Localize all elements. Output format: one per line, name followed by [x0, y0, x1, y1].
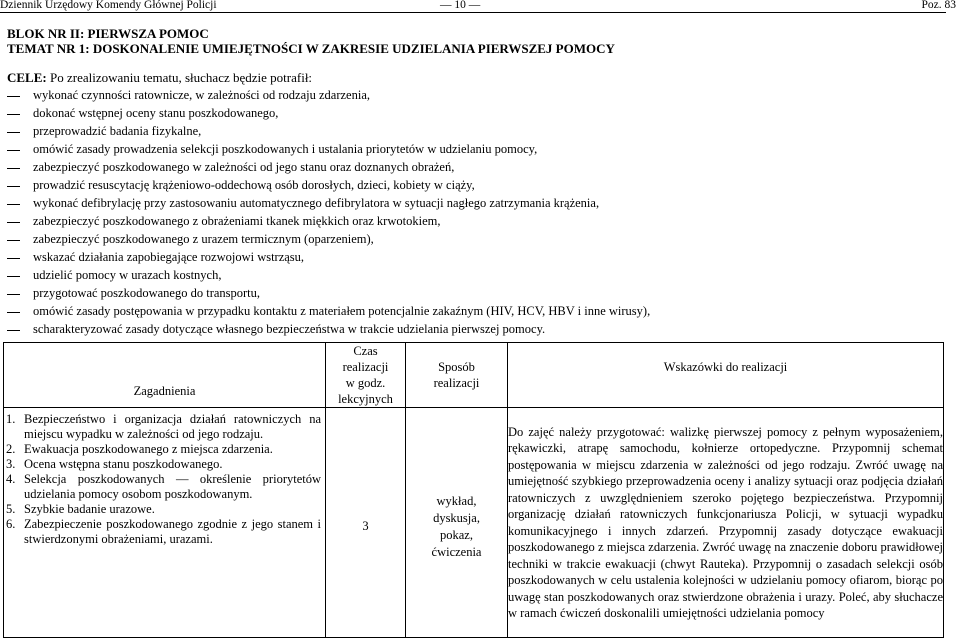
topics-cell: [4, 408, 326, 638]
goal-text: zabezpieczyć poszkodowanego z obrażeniami tkanek miękkich oraz krwotokiem,: [33, 214, 441, 228]
header-topics: Zagadnienia: [4, 343, 326, 408]
goal-text: scharakteryzować zasady dotyczące własnego bezpieczeństwa w trakcie udzielania pierwszej pomocy.: [33, 322, 546, 336]
goals-intro-text: Po zrealizowaniu tematu, słuchacz będzie potrafił:: [46, 70, 313, 85]
goals-label: CELE:: [7, 70, 47, 85]
goal-item: [0, 212, 940, 230]
goal-text: dokonać wstępnej oceny stanu poszkodowanego,: [33, 106, 279, 120]
curriculum-table: [3, 342, 944, 638]
page-number: — 10 —: [440, 0, 481, 11]
journal-name: Dziennik Urzędowy Komendy Głównej Policji: [0, 0, 217, 11]
topic-item: 1. Bezpieczeństwo i organizacja działań ratowniczych na miejscu wypadku w zależności od jego rodzaju.: [6, 412, 321, 441]
goal-item: [0, 284, 940, 302]
goal-text: udzielić pomocy w urazach kostnych,: [33, 268, 222, 282]
topic-item: 2. Ewakuacja poszkodowanego z miejsca zdarzenia.: [6, 442, 273, 456]
goal-item: [0, 140, 940, 158]
page-header: [0, 0, 960, 13]
notes-cell: Do zajęć należy przygotować: walizkę pierwszej pomocy z pełnym wyposażeniem, rękawiczki, atrapę samochodu, kołnierze ortopedyczne. Przypomnij schemat postępowania w miejscu zdarzenia w zależności od jego rodzaju. Zwróć uwagę na umiejętność szybkiego przeprowadzenia oceny i analizy sytuacji oraz podjęcia działań ratowniczych z uwzględnieniem szeroko pojętego bezpieczeństwa. Przypomnij organizację działań ratowniczych funkcjonariusza Policji, w sytuacji wypadku komunikacyjnego i innych zdarzeń. Przypomnij zasady dotyczące ewakuacji poszkodowanego z miejsca zdarzenia. Zwróć uwagę na znaczenie doboru prawidłowej techniki w trakcie ewakuacji (chwyt Rauteka). Przypomnij o zasadach selekcji osób poszkodowanych w celu ustalenia kolejności w udzielaniu pomocy ofiarom, biorąc po uwagę stan poszkodowanych oraz stwierdzone obrażenia i urazy. Poleć, aby słuchacze w ramach ćwiczeń doskonalili umiejętności udzielania pomocy: [508, 408, 944, 638]
hours-cell: 3: [326, 408, 406, 638]
method-cell: wykład, dyskusja, pokaz, ćwiczenia: [406, 408, 508, 638]
topic-title: TEMAT NR 1: DOSKONALENIE UMIEJĘTNOŚCI W ZAKRESIE UDZIELANIA PIERWSZEJ POMOCY: [7, 41, 615, 56]
goals-list: [0, 86, 940, 338]
goal-item: [0, 194, 940, 212]
goal-item: [0, 302, 940, 320]
header-rule: [0, 12, 946, 13]
goal-text: przeprowadzić badania fizykalne,: [33, 124, 202, 138]
header-method: Sposób realizacji: [406, 343, 508, 408]
topic-item: 5. Szybkie badanie urazowe.: [6, 502, 155, 516]
goal-item: [0, 86, 940, 104]
goal-text: zabezpieczyć poszkodowanego w zależności od jego stanu oraz doznanych obrażeń,: [33, 160, 455, 174]
block-title: BLOK NR II: PIERWSZA POMOC: [7, 26, 209, 41]
goal-text: przygotować poszkodowanego do transportu,: [33, 286, 261, 300]
goal-text: zabezpieczyć poszkodowanego z urazem termicznym (oparzeniem),: [33, 232, 374, 246]
position-number: Poz. 83: [921, 0, 956, 11]
goal-item: [0, 230, 940, 248]
topic-item: 4. Selekcja poszkodowanych — określenie priorytetów udzielania pomocy osobom poszkodowanym.: [6, 472, 321, 501]
goal-text: omówić zasady postępowania w przypadku kontaktu z materiałem potencjalnie zakaźnym (HIV, HCV, HBV i inne wirusy),: [33, 304, 651, 318]
goal-item: [0, 122, 940, 140]
topic-item: 6. Zabezpieczenie poszkodowanego zgodnie z jego stanem i stwierdzonymi obrażeniami, urazami.: [6, 517, 321, 546]
header-notes: Wskazówki do realizacji: [508, 343, 944, 408]
goal-text: wskazać działania zapobiegające rozwojowi wstrząsu,: [33, 250, 305, 264]
goal-item: [0, 266, 940, 284]
goals-intro: [7, 70, 312, 85]
goal-text: wykonać czynności ratownicze, w zależności od rodzaju zdarzenia,: [33, 88, 370, 102]
goal-item: [0, 176, 940, 194]
table-row: [4, 408, 944, 638]
topic-item: 3. Ocena wstępna stanu poszkodowanego.: [6, 457, 223, 471]
goal-item: [0, 248, 940, 266]
goal-text: wykonać defibrylację przy zastosowaniu automatycznego defibrylatora w sytuacji nagłego zatrzymania krążenia,: [33, 196, 600, 210]
table-header-row: [4, 343, 944, 408]
goal-text: omówić zasady prowadzenia selekcji poszkodowanych i ustalania priorytetów w udzielaniu pomocy,: [33, 142, 538, 156]
header-hours: Czas realizacji w godz. lekcyjnych: [326, 343, 406, 408]
goal-item: [0, 320, 940, 338]
goal-item: [0, 158, 940, 176]
goal-text: prowadzić resuscytację krążeniowo-oddechową osób dorosłych, dzieci, kobiety w ciąży,: [33, 178, 475, 192]
topics-list: [4, 408, 325, 551]
goal-item: [0, 104, 940, 122]
